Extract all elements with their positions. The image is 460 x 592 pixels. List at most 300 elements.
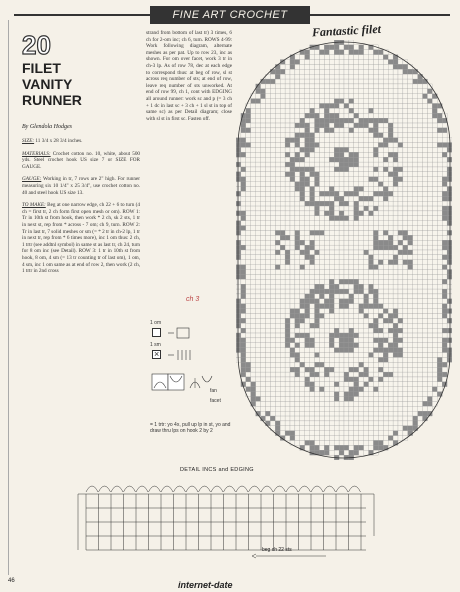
- open-mesh: [408, 216, 413, 221]
- solid-mesh: [334, 382, 339, 387]
- open-mesh: [246, 260, 251, 265]
- solid-mesh: [378, 245, 383, 250]
- open-mesh: [418, 157, 423, 162]
- open-mesh: [393, 113, 398, 118]
- open-mesh: [373, 377, 378, 382]
- open-mesh: [305, 392, 310, 397]
- open-mesh: [369, 69, 374, 74]
- open-mesh: [275, 294, 280, 299]
- open-mesh: [393, 270, 398, 275]
- solid-mesh: [241, 265, 246, 270]
- open-mesh: [354, 84, 359, 89]
- open-mesh: [280, 265, 285, 270]
- solid-mesh: [319, 294, 324, 299]
- open-mesh: [354, 313, 359, 318]
- open-mesh: [442, 162, 447, 167]
- open-mesh: [349, 416, 354, 421]
- open-mesh: [432, 162, 437, 167]
- open-mesh: [364, 182, 369, 187]
- open-mesh: [305, 323, 310, 328]
- solid-mesh: [334, 50, 339, 55]
- open-mesh: [290, 211, 295, 216]
- open-mesh: [270, 318, 275, 323]
- open-mesh: [305, 357, 310, 362]
- open-mesh: [334, 172, 339, 177]
- open-mesh: [373, 392, 378, 397]
- open-mesh: [334, 338, 339, 343]
- solid-mesh: [378, 143, 383, 148]
- open-mesh: [261, 250, 266, 255]
- open-mesh: [251, 128, 256, 133]
- open-mesh: [251, 304, 256, 309]
- solid-mesh: [305, 338, 310, 343]
- open-mesh: [432, 167, 437, 172]
- open-mesh: [383, 411, 388, 416]
- open-mesh: [256, 377, 261, 382]
- open-mesh: [403, 113, 408, 118]
- open-mesh: [359, 328, 364, 333]
- solid-mesh: [236, 201, 241, 206]
- solid-mesh: [354, 152, 359, 157]
- solid-mesh: [261, 89, 266, 94]
- open-mesh: [413, 313, 418, 318]
- open-mesh: [408, 84, 413, 89]
- solid-mesh: [334, 397, 339, 402]
- solid-mesh: [408, 240, 413, 245]
- solid-mesh: [290, 348, 295, 353]
- solid-mesh: [275, 240, 280, 245]
- open-mesh: [315, 55, 320, 60]
- open-mesh: [300, 392, 305, 397]
- solid-mesh: [319, 123, 324, 128]
- key-om-label: 1 om: [150, 320, 162, 326]
- open-mesh: [315, 138, 320, 143]
- open-mesh: [275, 226, 280, 231]
- open-mesh: [236, 235, 241, 240]
- solid-mesh: [393, 338, 398, 343]
- open-mesh: [359, 401, 364, 406]
- open-mesh: [364, 401, 369, 406]
- open-mesh: [319, 133, 324, 138]
- solid-mesh: [344, 147, 349, 152]
- open-mesh: [359, 377, 364, 382]
- solid-mesh: [447, 318, 452, 323]
- open-mesh: [427, 255, 432, 260]
- open-mesh: [427, 377, 432, 382]
- open-mesh: [427, 94, 432, 99]
- solid-mesh: [300, 187, 305, 192]
- open-mesh: [393, 103, 398, 108]
- open-mesh: [418, 362, 423, 367]
- solid-mesh: [388, 191, 393, 196]
- open-mesh: [364, 108, 369, 113]
- solid-mesh: [354, 157, 359, 162]
- open-mesh: [408, 304, 413, 309]
- open-mesh: [354, 182, 359, 187]
- solid-mesh: [334, 284, 339, 289]
- solid-mesh: [378, 367, 383, 372]
- open-mesh: [373, 103, 378, 108]
- open-mesh: [427, 235, 432, 240]
- open-mesh: [275, 318, 280, 323]
- open-mesh: [437, 226, 442, 231]
- open-mesh: [310, 118, 315, 123]
- solid-mesh: [354, 367, 359, 372]
- solid-mesh: [241, 294, 246, 299]
- solid-mesh: [315, 206, 320, 211]
- open-mesh: [437, 157, 442, 162]
- open-mesh: [408, 230, 413, 235]
- open-mesh: [236, 182, 241, 187]
- open-mesh: [413, 411, 418, 416]
- open-mesh: [334, 421, 339, 426]
- solid-mesh: [300, 182, 305, 187]
- open-mesh: [423, 113, 428, 118]
- solid-mesh: [408, 250, 413, 255]
- open-mesh: [319, 99, 324, 104]
- open-mesh: [403, 338, 408, 343]
- solid-mesh: [383, 118, 388, 123]
- open-mesh: [427, 372, 432, 377]
- open-mesh: [403, 265, 408, 270]
- open-mesh: [329, 167, 334, 172]
- open-mesh: [265, 99, 270, 104]
- open-mesh: [388, 177, 393, 182]
- title-line: FILET: [22, 60, 61, 76]
- open-mesh: [344, 230, 349, 235]
- open-mesh: [403, 162, 408, 167]
- open-mesh: [437, 147, 442, 152]
- open-mesh: [290, 401, 295, 406]
- open-mesh: [437, 338, 442, 343]
- open-mesh: [344, 353, 349, 358]
- open-mesh: [349, 182, 354, 187]
- open-mesh: [265, 343, 270, 348]
- open-mesh: [256, 372, 261, 377]
- open-mesh: [437, 191, 442, 196]
- open-mesh: [369, 250, 374, 255]
- open-mesh: [344, 152, 349, 157]
- open-mesh: [344, 416, 349, 421]
- open-mesh: [275, 362, 280, 367]
- open-mesh: [398, 118, 403, 123]
- open-mesh: [349, 431, 354, 436]
- open-mesh: [246, 162, 251, 167]
- open-mesh: [413, 309, 418, 314]
- open-mesh: [432, 211, 437, 216]
- open-mesh: [319, 226, 324, 231]
- open-mesh: [270, 128, 275, 133]
- open-mesh: [437, 245, 442, 250]
- open-mesh: [265, 196, 270, 201]
- open-mesh: [349, 353, 354, 358]
- open-mesh: [369, 182, 374, 187]
- open-mesh: [265, 309, 270, 314]
- open-mesh: [354, 99, 359, 104]
- open-mesh: [349, 79, 354, 84]
- open-mesh: [285, 426, 290, 431]
- open-mesh: [364, 279, 369, 284]
- open-mesh: [388, 382, 393, 387]
- open-mesh: [265, 84, 270, 89]
- solid-mesh: [285, 152, 290, 157]
- open-mesh: [369, 74, 374, 79]
- open-mesh: [418, 221, 423, 226]
- open-mesh: [413, 318, 418, 323]
- open-mesh: [285, 353, 290, 358]
- open-mesh: [290, 108, 295, 113]
- open-mesh: [300, 64, 305, 69]
- open-mesh: [413, 157, 418, 162]
- open-mesh: [285, 177, 290, 182]
- open-mesh: [280, 274, 285, 279]
- open-mesh: [349, 284, 354, 289]
- header-rule-right: [310, 14, 450, 16]
- solid-mesh: [383, 309, 388, 314]
- open-mesh: [413, 382, 418, 387]
- open-mesh: [354, 64, 359, 69]
- open-mesh: [265, 226, 270, 231]
- solid-mesh: [300, 240, 305, 245]
- solid-mesh: [300, 196, 305, 201]
- open-mesh: [349, 74, 354, 79]
- open-mesh: [256, 172, 261, 177]
- open-mesh: [236, 353, 241, 358]
- open-mesh: [442, 147, 447, 152]
- open-mesh: [290, 299, 295, 304]
- open-mesh: [344, 84, 349, 89]
- open-mesh: [403, 401, 408, 406]
- open-mesh: [280, 196, 285, 201]
- solid-mesh: [334, 152, 339, 157]
- open-mesh: [246, 343, 251, 348]
- open-mesh: [432, 172, 437, 177]
- open-mesh: [344, 265, 349, 270]
- open-mesh: [413, 250, 418, 255]
- open-mesh: [319, 401, 324, 406]
- open-mesh: [369, 382, 374, 387]
- open-mesh: [359, 113, 364, 118]
- open-mesh: [373, 372, 378, 377]
- solid-mesh: [305, 138, 310, 143]
- open-mesh: [285, 60, 290, 65]
- open-mesh: [319, 411, 324, 416]
- solid-mesh: [300, 167, 305, 172]
- open-mesh: [349, 147, 354, 152]
- open-mesh: [285, 309, 290, 314]
- open-mesh: [432, 196, 437, 201]
- solid-mesh: [393, 323, 398, 328]
- open-mesh: [432, 377, 437, 382]
- open-mesh: [265, 348, 270, 353]
- solid-mesh: [447, 143, 452, 148]
- open-mesh: [344, 450, 349, 455]
- open-mesh: [329, 421, 334, 426]
- open-mesh: [364, 431, 369, 436]
- open-mesh: [251, 260, 256, 265]
- open-mesh: [437, 260, 442, 265]
- open-mesh: [270, 108, 275, 113]
- solid-mesh: [339, 343, 344, 348]
- open-mesh: [388, 64, 393, 69]
- open-mesh: [447, 226, 452, 231]
- solid-mesh: [305, 113, 310, 118]
- open-mesh: [334, 89, 339, 94]
- open-mesh: [270, 191, 275, 196]
- open-mesh: [319, 382, 324, 387]
- open-mesh: [383, 367, 388, 372]
- open-mesh: [275, 128, 280, 133]
- open-mesh: [270, 401, 275, 406]
- solid-mesh: [251, 392, 256, 397]
- open-mesh: [388, 338, 393, 343]
- solid-mesh: [310, 387, 315, 392]
- open-mesh: [261, 182, 266, 187]
- open-mesh: [432, 147, 437, 152]
- open-mesh: [256, 279, 261, 284]
- solid-mesh: [427, 401, 432, 406]
- open-mesh: [290, 206, 295, 211]
- open-mesh: [369, 279, 374, 284]
- open-mesh: [241, 279, 246, 284]
- materials-text: Crochet cotton no. 10, white, about 500 yds. Steel crochet hook US size 7 or SIZE FOR GAUGE.: [22, 150, 141, 170]
- open-mesh: [246, 299, 251, 304]
- open-mesh: [364, 147, 369, 152]
- open-mesh: [408, 94, 413, 99]
- open-mesh: [388, 440, 393, 445]
- open-mesh: [295, 108, 300, 113]
- solid-mesh: [442, 294, 447, 299]
- solid-mesh: [241, 216, 246, 221]
- open-mesh: [364, 226, 369, 231]
- open-mesh: [418, 123, 423, 128]
- open-mesh: [290, 421, 295, 426]
- solid-mesh: [369, 128, 374, 133]
- open-mesh: [369, 397, 374, 402]
- solid-mesh: [241, 348, 246, 353]
- open-mesh: [261, 133, 266, 138]
- open-mesh: [403, 128, 408, 133]
- solid-mesh: [236, 323, 241, 328]
- solid-mesh: [251, 387, 256, 392]
- open-mesh: [315, 196, 320, 201]
- open-mesh: [437, 167, 442, 172]
- open-mesh: [413, 235, 418, 240]
- open-mesh: [378, 353, 383, 358]
- open-mesh: [315, 147, 320, 152]
- open-mesh: [275, 103, 280, 108]
- open-mesh: [319, 406, 324, 411]
- solid-mesh: [295, 143, 300, 148]
- open-mesh: [319, 177, 324, 182]
- open-mesh: [427, 392, 432, 397]
- open-mesh: [310, 353, 315, 358]
- open-mesh: [418, 353, 423, 358]
- open-mesh: [280, 401, 285, 406]
- open-mesh: [369, 313, 374, 318]
- open-mesh: [364, 353, 369, 358]
- open-mesh: [413, 304, 418, 309]
- solid-mesh: [398, 250, 403, 255]
- open-mesh: [275, 162, 280, 167]
- open-mesh: [305, 397, 310, 402]
- open-mesh: [334, 294, 339, 299]
- solid-mesh: [359, 123, 364, 128]
- open-mesh: [388, 230, 393, 235]
- open-mesh: [280, 299, 285, 304]
- open-mesh: [315, 343, 320, 348]
- open-mesh: [265, 162, 270, 167]
- open-mesh: [305, 270, 310, 275]
- solid-mesh: [295, 318, 300, 323]
- open-mesh: [364, 328, 369, 333]
- open-mesh: [251, 235, 256, 240]
- open-mesh: [442, 230, 447, 235]
- open-mesh: [408, 103, 413, 108]
- open-mesh: [319, 245, 324, 250]
- solid-mesh: [442, 362, 447, 367]
- open-mesh: [270, 84, 275, 89]
- open-mesh: [398, 138, 403, 143]
- open-mesh: [418, 387, 423, 392]
- open-mesh: [349, 177, 354, 182]
- open-mesh: [369, 79, 374, 84]
- open-mesh: [354, 348, 359, 353]
- chart-mesh-grid: [236, 40, 452, 460]
- open-mesh: [423, 328, 428, 333]
- open-mesh: [265, 235, 270, 240]
- open-mesh: [324, 216, 329, 221]
- open-mesh: [265, 250, 270, 255]
- open-mesh: [354, 426, 359, 431]
- open-mesh: [418, 250, 423, 255]
- solid-mesh: [324, 118, 329, 123]
- open-mesh: [437, 250, 442, 255]
- open-mesh: [290, 357, 295, 362]
- solid-mesh: [369, 323, 374, 328]
- solid-mesh: [246, 108, 251, 113]
- open-mesh: [256, 309, 261, 314]
- solid-mesh: [378, 313, 383, 318]
- solid-mesh: [383, 196, 388, 201]
- open-mesh: [359, 157, 364, 162]
- open-mesh: [388, 392, 393, 397]
- open-mesh: [393, 304, 398, 309]
- open-mesh: [423, 118, 428, 123]
- open-mesh: [295, 406, 300, 411]
- open-mesh: [364, 274, 369, 279]
- open-mesh: [261, 167, 266, 172]
- open-mesh: [324, 182, 329, 187]
- open-mesh: [315, 440, 320, 445]
- open-mesh: [256, 167, 261, 172]
- open-mesh: [388, 357, 393, 362]
- solid-mesh: [339, 147, 344, 152]
- open-mesh: [437, 323, 442, 328]
- open-mesh: [344, 431, 349, 436]
- open-mesh: [408, 79, 413, 84]
- open-mesh: [423, 182, 428, 187]
- open-mesh: [261, 270, 266, 275]
- solid-mesh: [388, 172, 393, 177]
- open-mesh: [300, 216, 305, 221]
- open-mesh: [408, 328, 413, 333]
- solid-mesh: [300, 299, 305, 304]
- solid-mesh: [383, 187, 388, 192]
- open-mesh: [442, 318, 447, 323]
- edging-picot: [311, 486, 323, 492]
- open-mesh: [403, 255, 408, 260]
